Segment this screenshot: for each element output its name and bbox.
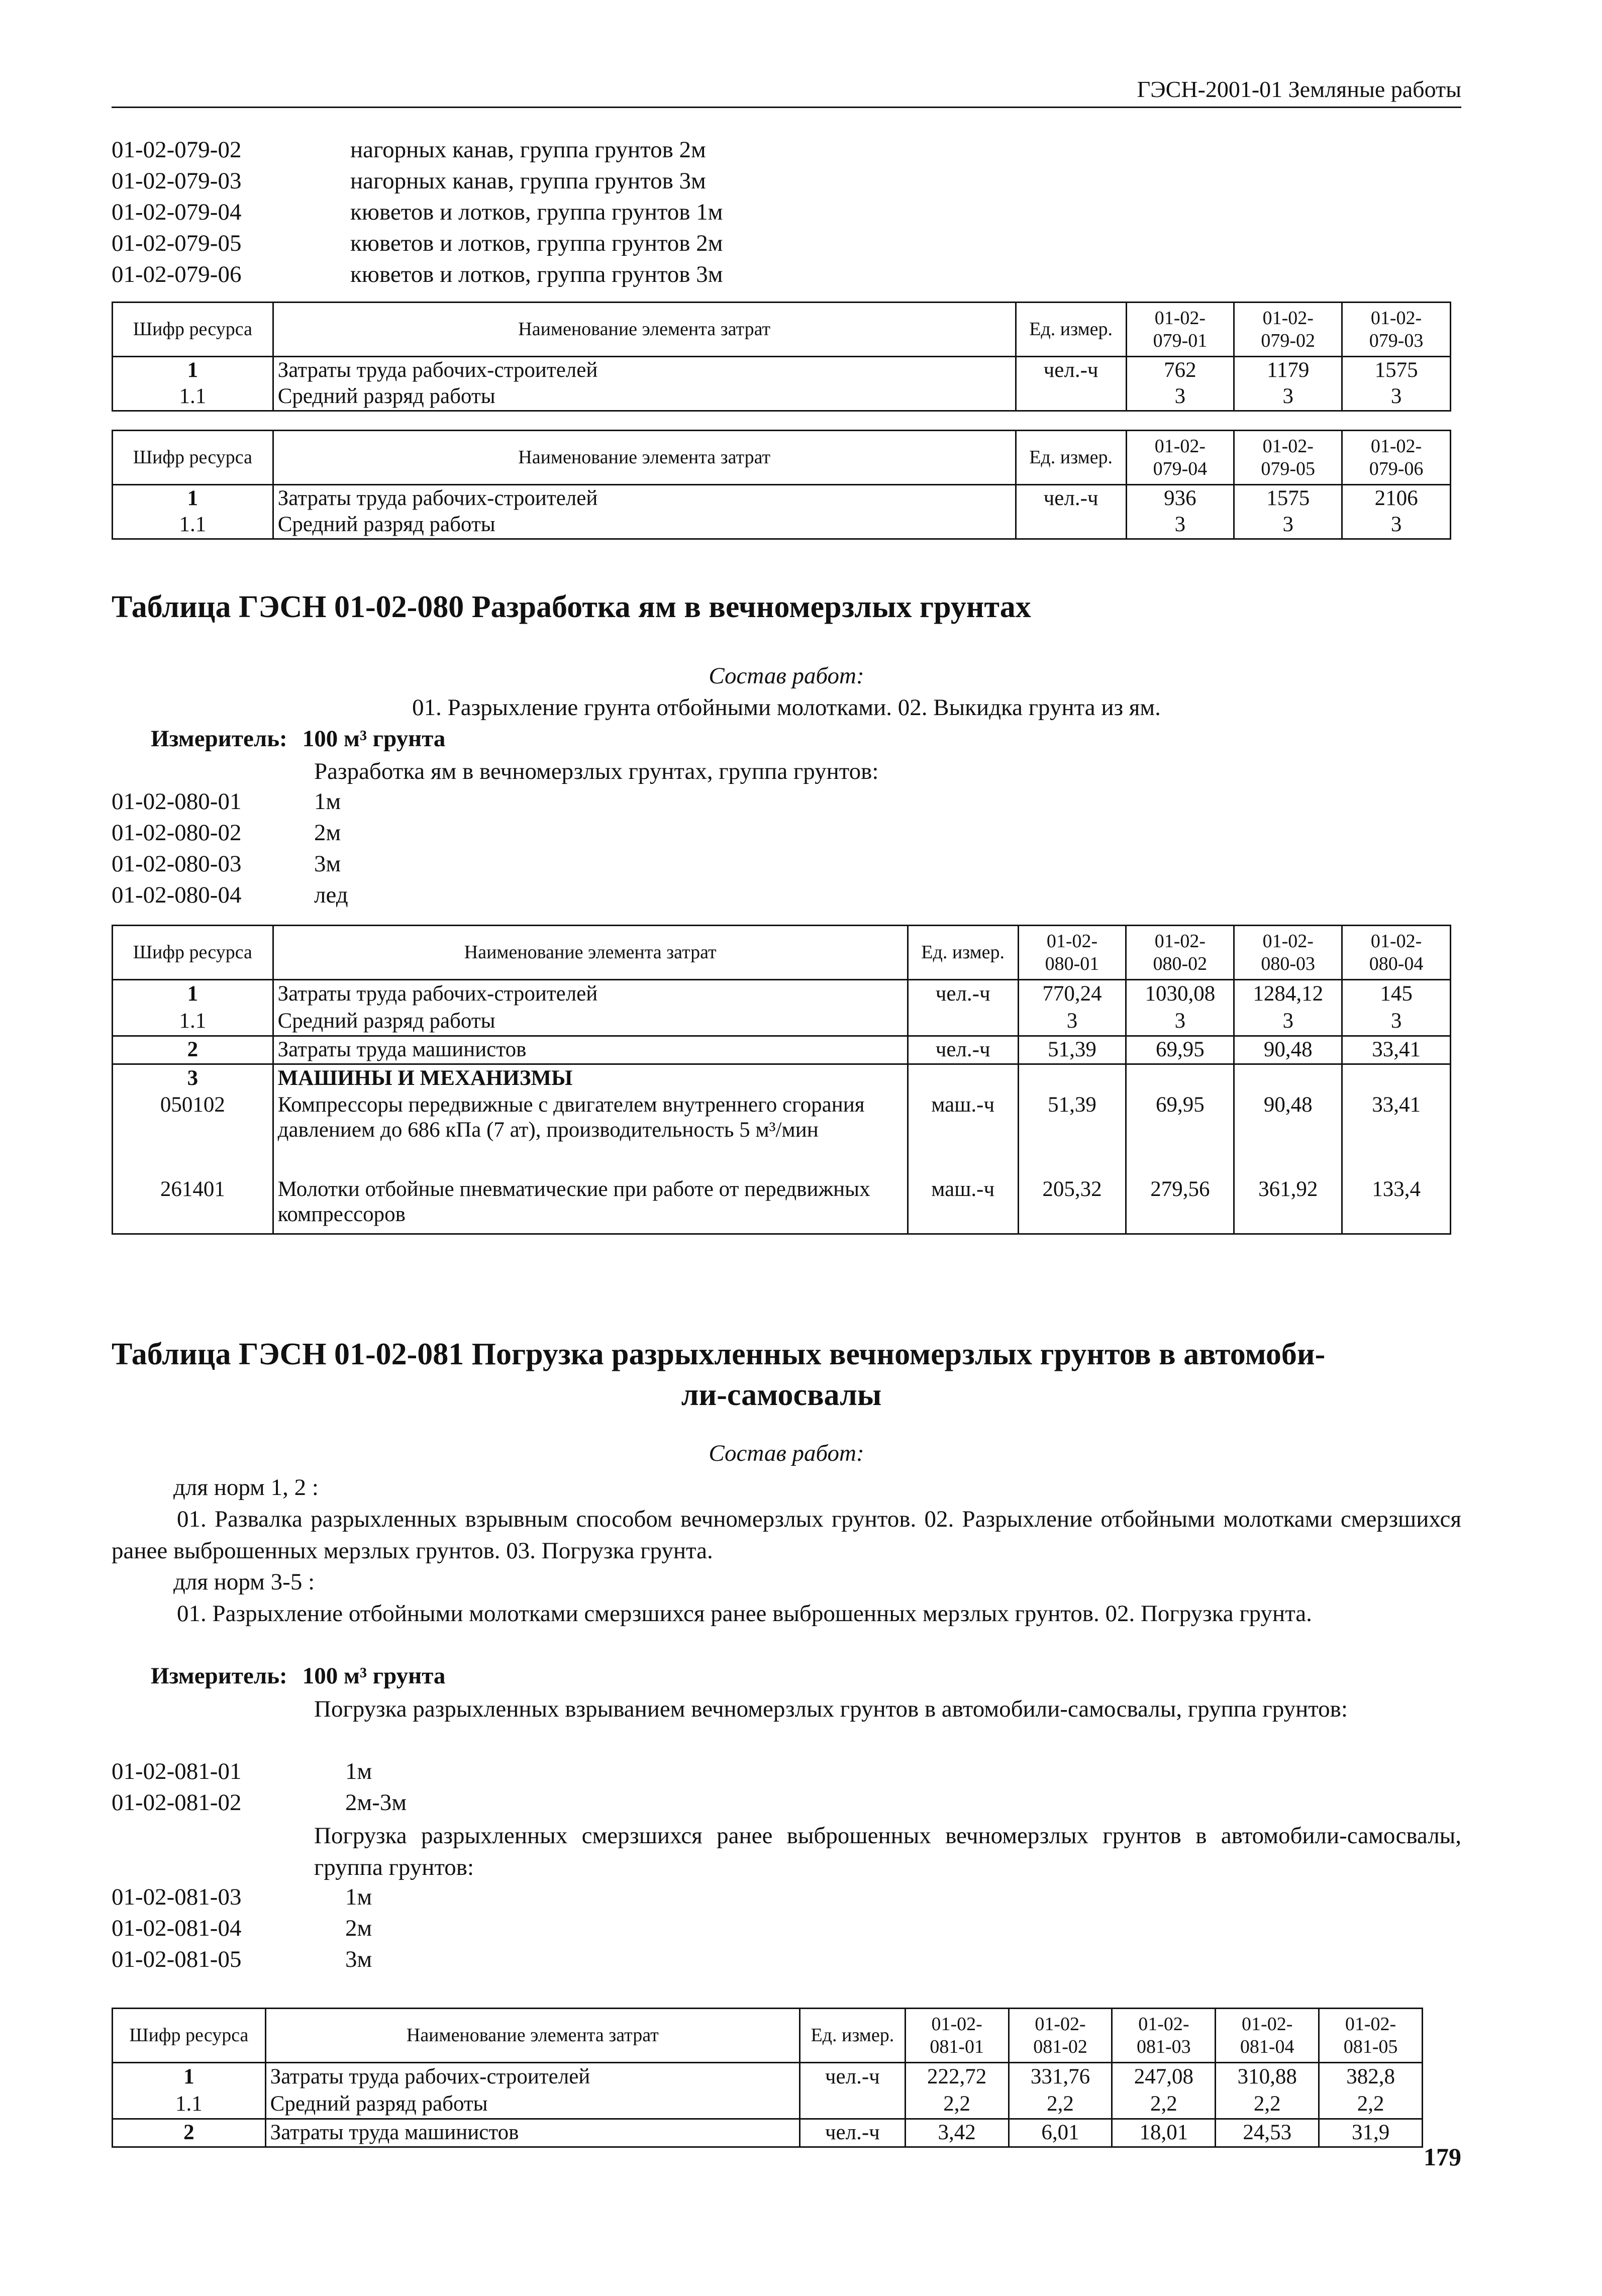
cell-name: Средний разряд работы [273,384,1016,411]
col-header-norm: 01-02- 080-02 [1126,926,1234,980]
list-item [112,818,348,849]
cell-code: 1 [113,485,273,512]
measure-line [151,724,445,754]
cell-name: Средний разряд работы [273,1008,908,1036]
list-item [112,786,348,818]
col-header-code: Шифр ресурса [113,303,273,357]
col-header-norm: 01-02- 081-04 [1216,2009,1319,2063]
cell-name: Затраты труда рабочих-строителей [273,485,1016,512]
item-text: 3м [345,1946,372,1973]
item-code: 01-02-079-02 [112,137,242,163]
cell-value: 3 [1018,1008,1126,1036]
item-text: 2м-3м [345,1789,407,1816]
col-header-name: Наименование элемента затрат [265,2009,799,2063]
section-title-081-line2: ли-самосвалы [681,1377,882,1412]
cell-value: 331,76 [1009,2063,1112,2091]
list-item [112,1944,372,1975]
list-item [112,1756,407,1787]
cell-unit [1016,384,1126,411]
cell-unit: чел.-ч [1016,357,1126,384]
machines-heading: МАШИНЫ И МЕХАНИЗМЫ [273,1064,908,1092]
cell-unit: чел.-ч [908,980,1018,1008]
cell-value: 222,72 [905,2063,1009,2091]
item-code: 01-02-081-04 [112,1915,242,1942]
cell-unit: чел.-ч [908,1036,1018,1064]
cell-value: 3 [1126,1008,1234,1036]
cell-unit [799,2091,905,2119]
col-header-norm: 01-02- 079-05 [1234,431,1342,485]
cell-value: 51,39 [1018,1036,1126,1064]
table-row [113,1008,1451,1036]
cell-name: Средний разряд работы [265,2091,799,2119]
cell-value: 6,01 [1009,2119,1112,2147]
table-row [113,1177,1451,1234]
composition-label: Состав работ: [709,663,864,689]
cell-unit: чел.-ч [799,2063,905,2091]
list-item [112,259,723,290]
running-header: ГЭСН-2001-01 Земляные работы [112,74,1461,108]
item-text: 1м [314,788,341,815]
cell-name: Затраты труда машинистов [273,1036,908,1064]
cell-value: 3,42 [905,2119,1009,2147]
measure-label: Измеритель: [151,1663,287,1689]
cell-value: 279,56 [1126,1177,1234,1234]
cell-value: 3 [1234,1008,1342,1036]
table-row [113,1036,1451,1064]
cell-value: 3 [1342,512,1451,539]
cell-value: 1575 [1234,485,1342,512]
col-header-name: Наименование элемента затрат [273,303,1016,357]
list-item [112,880,348,911]
cell-value: 770,24 [1018,980,1126,1008]
list-item [112,197,723,228]
cell-code: 1.1 [113,1008,273,1036]
page-number: 179 [1424,2143,1461,2171]
item-code: 01-02-080-04 [112,882,242,909]
cell-value: 133,4 [1342,1177,1451,1234]
col-header-code: Шифр ресурса [113,2009,266,2063]
cell-value: 2106 [1342,485,1451,512]
table-row [113,2091,1423,2119]
cell-code: 3 [113,1064,273,1092]
item-code: 01-02-080-01 [112,788,242,815]
cell-unit: чел.-ч [799,2119,905,2147]
cell-name: Затраты труда машинистов [265,2119,799,2147]
col-header-norm: 01-02- 079-03 [1342,303,1451,357]
cell-code: 1.1 [113,512,273,539]
cell-value: 1575 [1342,357,1451,384]
norms-3-5-label: для норм 3-5 : [173,1569,315,1595]
norms-3-5-text: 01. Разрыхление отбойными молотками смерзшихся ранее выброшенных мерзлых грунтов. 02. Погрузка грунта. [177,1601,1312,1627]
col-header-norm: 01-02- 079-02 [1234,303,1342,357]
cell-code: 1 [113,980,273,1008]
measure-value: 100 м³ грунта [302,726,446,752]
col-header-norm: 01-02- 080-03 [1234,926,1342,980]
cell-unit [908,1008,1018,1036]
list-item [112,166,723,197]
cell-unit: маш.-ч [908,1177,1018,1234]
item-list-081-a [112,1756,407,1819]
cell-name: Средний разряд работы [273,512,1016,539]
cell-code: 1 [113,2063,266,2091]
col-header-unit: Ед. измер. [799,2009,905,2063]
items-intro-2: Погрузка разрыхленных смерзшихся ранее выброшенных вечномерзлых грунтов в автомобили-самосвалы, группа грунтов: [314,1823,1461,1880]
cell-code: 2 [113,2119,266,2147]
cell-unit [1016,512,1126,539]
composition-label: Состав работ: [709,1440,864,1466]
cell-value: 69,95 [1126,1036,1234,1064]
measure-line [151,1661,445,1691]
composition-text: 01. Разрыхление грунта отбойными молотками. 02. Выкидка грунта из ям. [412,694,1161,721]
cell-value: 18,01 [1112,2119,1216,2147]
list-item [112,135,723,166]
item-text: нагорных канав, группа грунтов 3м [350,168,706,194]
cell-value: 361,92 [1234,1177,1342,1234]
col-header-unit: Ед. измер. [908,926,1018,980]
table-row [113,2119,1423,2147]
cell-name: Затраты труда рабочих-строителей [273,980,908,1008]
cell-value: 3 [1342,384,1451,411]
col-header-norm: 01-02- 080-04 [1342,926,1451,980]
items-intro: Разработка ям в вечномерзлых грунтах, группа грунтов: [314,758,879,784]
col-header-code: Шифр ресурса [113,431,273,485]
cell-value: 51,39 [1018,1092,1126,1177]
item-code: 01-02-080-03 [112,851,242,877]
cell-name: Затраты труда рабочих-строителей [265,2063,799,2091]
cell-value: 3 [1342,1008,1451,1036]
cell-code: 1.1 [113,2091,266,2119]
item-text: кюветов и лотков, группа грунтов 1м [350,199,723,226]
item-code: 01-02-079-06 [112,261,242,288]
list-item [112,228,723,259]
resource-table-080 [112,925,1451,1235]
cell-value: 24,53 [1216,2119,1319,2147]
item-text: кюветов и лотков, группа грунтов 3м [350,261,723,288]
col-header-unit: Ед. измер. [1016,431,1126,485]
col-header-name: Наименование элемента затрат [273,431,1016,485]
cell-value: 33,41 [1342,1036,1451,1064]
cell-value: 145 [1342,980,1451,1008]
col-header-norm: 01-02- 081-02 [1009,2009,1112,2063]
norms-1-2-label: для норм 1, 2 : [173,1474,319,1501]
cell-value: 3 [1234,384,1342,411]
list-item [112,1913,372,1944]
item-text: 2м [314,820,341,846]
items-intro-1: Погрузка разрыхленных взрыванием вечномерзлых грунтов в автомобили-самосвалы, группа грунтов: [314,1696,1348,1722]
norms-1-2-text: 01. Развалка разрыхленных взрывным способом вечномерзлых грунтов. 02. Разрыхление отбойными молотками смерзшихся ранее выброшенных мерзлых грунтов. 03. Погрузка грунта. [112,1506,1461,1564]
table-row [113,1064,1451,1092]
section-title-081 [112,1334,1461,1415]
item-text: 1м [345,1758,372,1785]
section-title-081-line1: Таблица ГЭСН 01-02-081 Погрузка разрыхленных вечномерзлых грунтов в автомоби- [112,1337,1326,1371]
cell-value: 2,2 [1112,2091,1216,2119]
cell-name: Компрессоры передвижные с двигателем внутреннего сгорания давлением до 686 кПа (7 ат), производительность 5 м³/мин [273,1092,908,1177]
cell-value: 382,8 [1319,2063,1423,2091]
cell-value: 1179 [1234,357,1342,384]
col-header-norm: 01-02- 080-01 [1018,926,1126,980]
item-code: 01-02-080-02 [112,820,242,846]
cell-value: 936 [1126,485,1234,512]
col-header-norm: 01-02- 081-01 [905,2009,1009,2063]
table-row [113,485,1451,512]
cell-unit: чел.-ч [1016,485,1126,512]
cell-value: 1030,08 [1126,980,1234,1008]
cell-value: 247,08 [1112,2063,1216,2091]
cell-code: 1 [113,357,273,384]
cell-value: 90,48 [1234,1036,1342,1064]
cell-value: 69,95 [1126,1092,1234,1177]
item-text: 1м [345,1884,372,1911]
cell-name: Молотки отбойные пневматические при работе от передвижных компрессоров [273,1177,908,1234]
item-text: нагорных канав, группа грунтов 2м [350,137,706,163]
item-text: 2м [345,1915,372,1942]
cell-unit: маш.-ч [908,1092,1018,1177]
cell-value: 2,2 [1216,2091,1319,2119]
cell-value: 3 [1126,384,1234,411]
item-text: кюветов и лотков, группа грунтов 2м [350,230,723,257]
table-row [113,512,1451,539]
item-list-080 [112,786,348,911]
cell-code: 2 [113,1036,273,1064]
cell-value: 2,2 [1319,2091,1423,2119]
item-code: 01-02-079-03 [112,168,242,194]
cell-value: 205,32 [1018,1177,1126,1234]
col-header-name: Наименование элемента затрат [273,926,908,980]
col-header-norm: 01-02- 081-05 [1319,2009,1423,2063]
item-code: 01-02-081-05 [112,1946,242,1973]
resource-table-079-04-06 [112,430,1451,540]
cell-code: 261401 [113,1177,273,1234]
col-header-norm: 01-02- 079-01 [1126,303,1234,357]
table-row [113,980,1451,1008]
cell-value: 3 [1234,512,1342,539]
col-header-code: Шифр ресурса [113,926,273,980]
cell-value: 2,2 [1009,2091,1112,2119]
measure-label: Измеритель: [151,726,287,752]
cell-code: 1.1 [113,384,273,411]
table-row [113,357,1451,384]
col-header-norm: 01-02- 079-04 [1126,431,1234,485]
cell-value: 3 [1126,512,1234,539]
cell-value: 33,41 [1342,1092,1451,1177]
item-text: 3м [314,851,341,877]
cell-value: 310,88 [1216,2063,1319,2091]
cell-name: Затраты труда рабочих-строителей [273,357,1016,384]
list-item [112,1787,407,1819]
item-code: 01-02-081-02 [112,1789,242,1816]
item-code: 01-02-081-01 [112,1758,242,1785]
cell-value: 1284,12 [1234,980,1342,1008]
cell-value: 31,9 [1319,2119,1423,2147]
cell-value: 2,2 [905,2091,1009,2119]
item-list-079 [112,135,723,290]
measure-value: 100 м³ грунта [302,1663,446,1689]
item-code: 01-02-079-04 [112,199,242,226]
item-list-081-b [112,1882,372,1975]
table-row [113,1092,1451,1177]
resource-table-081 [112,2008,1423,2148]
item-code: 01-02-079-05 [112,230,242,257]
col-header-norm: 01-02- 079-06 [1342,431,1451,485]
cell-value: 90,48 [1234,1092,1342,1177]
cell-code: 050102 [113,1092,273,1177]
list-item [112,1882,372,1913]
section-title-080: Таблица ГЭСН 01-02-080 Разработка ям в вечномерзлых грунтах [112,590,1031,624]
item-text: лед [314,882,348,909]
resource-table-079-01-03 [112,302,1451,412]
col-header-norm: 01-02- 081-03 [1112,2009,1216,2063]
table-row [113,384,1451,411]
list-item [112,849,348,880]
item-code: 01-02-081-03 [112,1884,242,1911]
table-row [113,2063,1423,2091]
cell-value: 762 [1126,357,1234,384]
col-header-unit: Ед. измер. [1016,303,1126,357]
